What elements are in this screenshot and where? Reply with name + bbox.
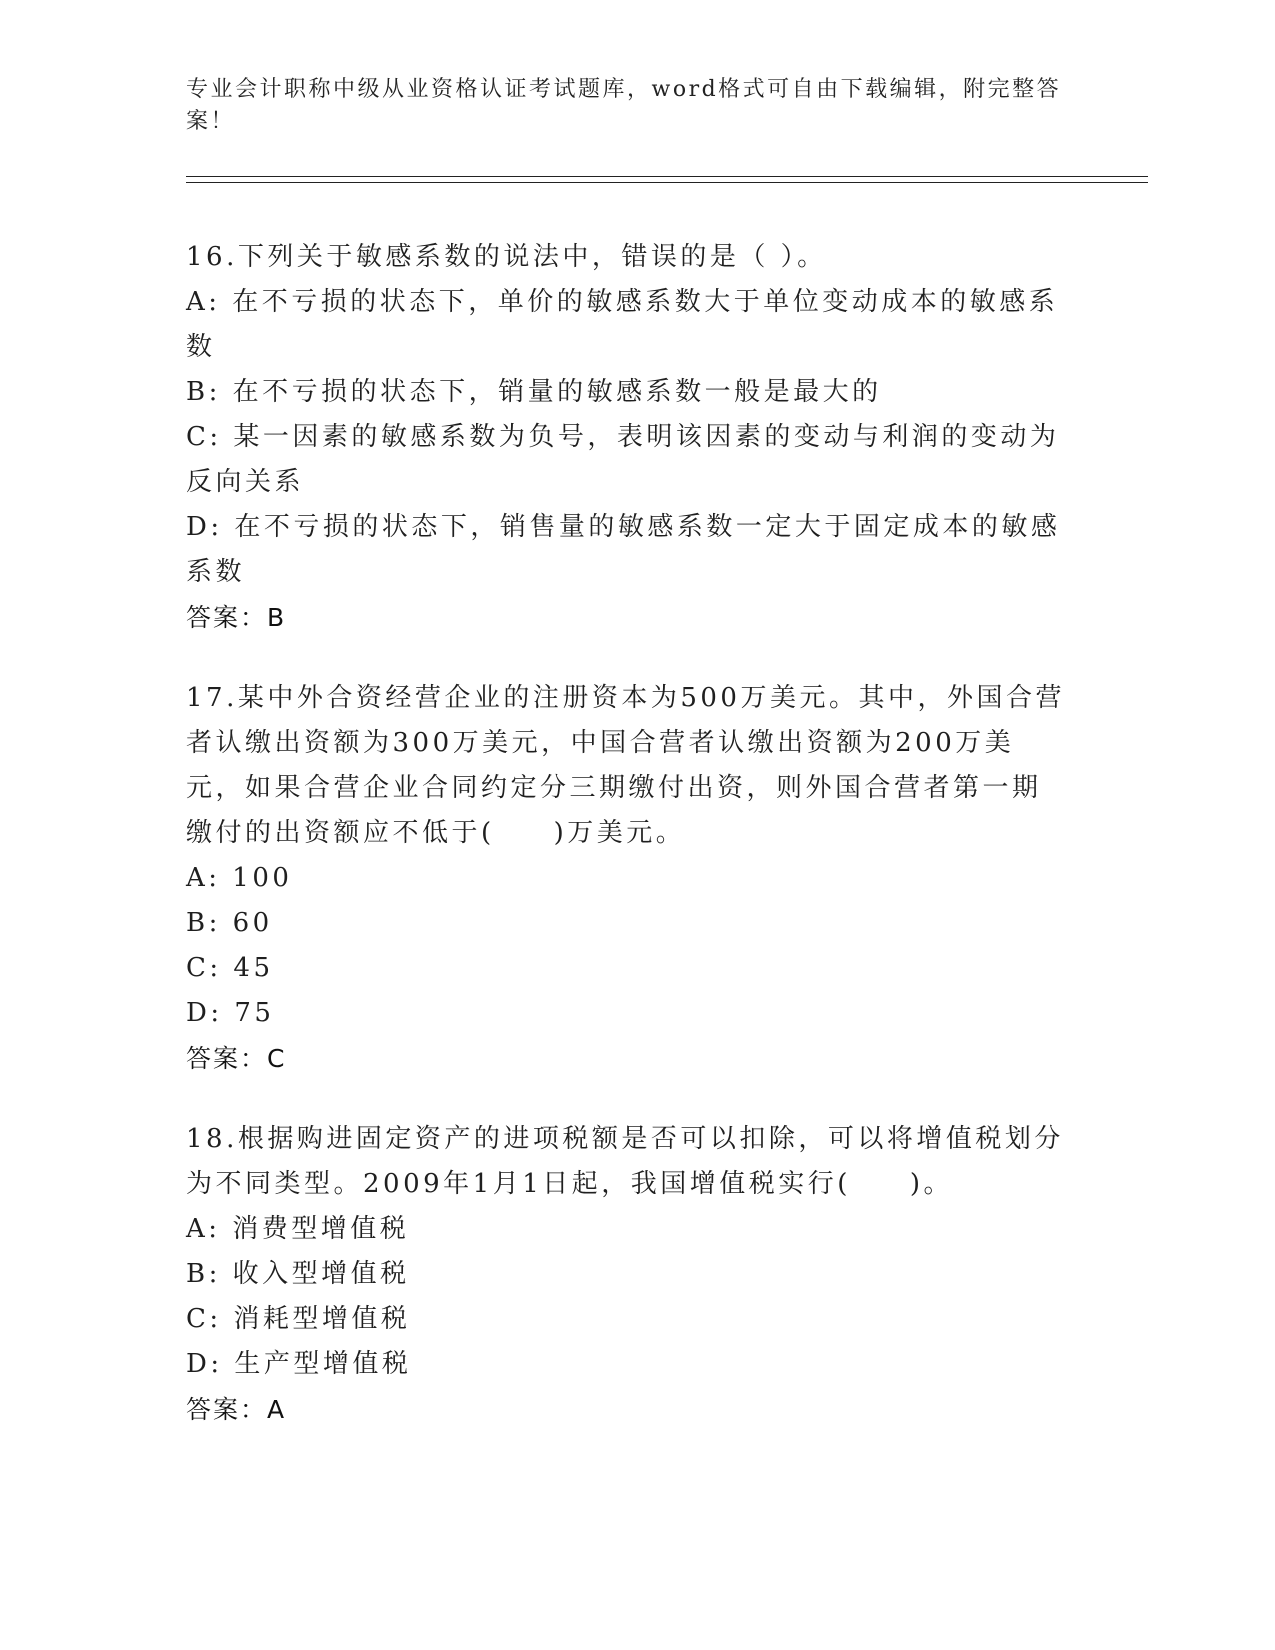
answer-label: 答案：B [186,603,287,632]
option-b: B: 在不亏损的状态下，销量的敏感系数一般是最大的 [186,377,882,407]
question-18 [186,1117,1066,1432]
option-a: A: 消费型增值税 [186,1214,410,1244]
option-a: A: 在不亏损的状态下，单价的敏感系数大于单位变动成本的敏感系数 [186,287,1059,362]
answer-label: 答案：C [186,1044,287,1073]
question-stem: 18.根据购进固定资产的进项税额是否可以扣除，可以将增值税划分为不同类型。2009年1月1日起，我国增值税实行( )。 [186,1124,1064,1199]
option-c: C: 消耗型增值税 [186,1304,411,1334]
header-divider [186,176,1148,183]
answer-label: 答案：A [186,1395,287,1424]
question-list [186,235,1066,1468]
question-stem: 17.某中外合资经营企业的注册资本为500万美元。其中，外国合营者认缴出资额为300万美元，中国合营者认缴出资额为200万美元，如果合营企业合同约定分三期缴付出资，则外国合营者第一期缴付的出资额应不低于( )万美元。 [186,683,1065,848]
question-16 [186,235,1066,640]
option-c: C: 45 [186,953,274,983]
option-d: D: 在不亏损的状态下，销售量的敏感系数一定大于固定成本的敏感系数 [186,512,1061,587]
option-b: B: 60 [186,908,273,938]
option-d: D: 生产型增值税 [186,1349,412,1379]
question-stem: 16.下列关于敏感系数的说法中，错误的是（ ）。 [186,242,827,272]
option-b: B: 收入型增值税 [186,1259,410,1289]
option-a: A: 100 [186,863,293,893]
header-text: 专业会计职称中级从业资格认证考试题库，word格式可自由下载编辑，附完整答案！ [186,77,1062,134]
option-c: C: 某一因素的敏感系数为负号，表明该因素的变动与利润的变动为反向关系 [186,422,1060,497]
question-17 [186,676,1066,1081]
option-d: D: 75 [186,998,275,1028]
